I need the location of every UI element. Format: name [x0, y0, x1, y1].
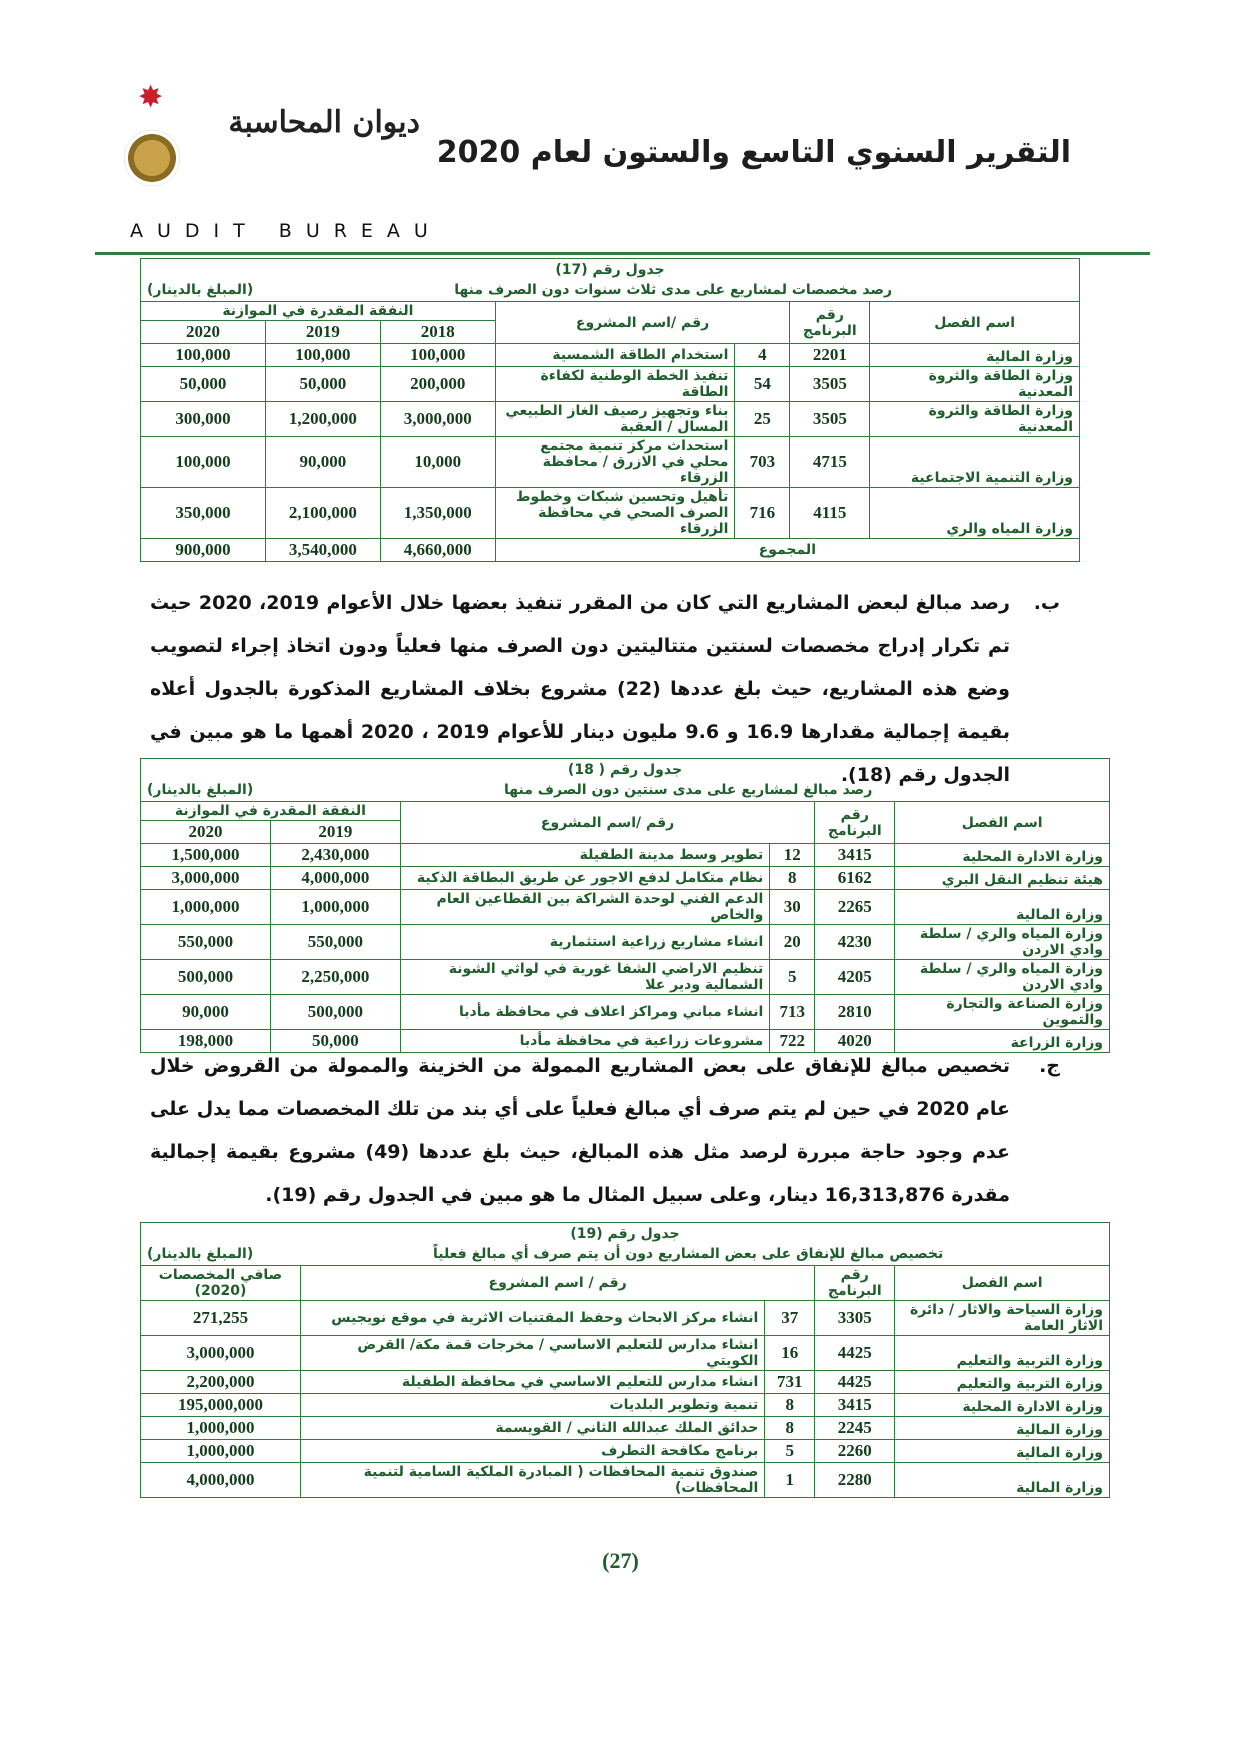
chapter-cell: وزارة التربية والتعليم — [895, 1336, 1110, 1371]
chapter-cell: وزارة المالية — [895, 1417, 1110, 1440]
amount-cell: 4,000,000 — [270, 867, 400, 890]
project-number-cell: 703 — [735, 437, 790, 488]
chapter-cell: وزارة المالية — [895, 1463, 1110, 1498]
program-cell: 3305 — [815, 1301, 895, 1336]
amount-cell: 3,000,000 — [380, 402, 495, 437]
amount-cell: 1,000,000 — [270, 890, 400, 925]
col-chapter: اسم الفصل — [895, 802, 1110, 844]
table-unit: (المبلغ بالدينار) — [147, 282, 254, 298]
table-row — [141, 1301, 1110, 1336]
col-project: رقم /اسم المشروع — [400, 802, 814, 844]
program-cell: 2265 — [815, 890, 895, 925]
table-row — [141, 1394, 1110, 1417]
table-row — [141, 1371, 1110, 1394]
page-header — [0, 0, 1241, 260]
project-name-cell: تطوير وسط مدينة الطفيلة — [400, 844, 769, 867]
project-number-cell: 8 — [765, 1417, 815, 1440]
table-unit: (المبلغ بالدينار) — [147, 782, 254, 798]
amount-cell: 2,100,000 — [265, 488, 380, 539]
chapter-cell: وزارة الزراعة — [895, 1030, 1110, 1053]
program-cell: 4230 — [815, 925, 895, 960]
amount-cell: 100,000 — [380, 344, 495, 367]
project-name-cell: تأهيل وتحسين شبكات وخطوط الصرف الصحي في محافظة الزرقاء — [495, 488, 735, 539]
project-name-cell: انشاء مدارس للتعليم الاساسي في محافظة الطفيلة — [300, 1371, 764, 1394]
chapter-cell: هيئة تنظيم النقل البري — [895, 867, 1110, 890]
amount-cell: 550,000 — [270, 925, 400, 960]
col-chapter: اسم الفصل — [870, 302, 1080, 344]
program-cell: 4425 — [815, 1371, 895, 1394]
table-row — [141, 1336, 1110, 1371]
program-cell: 4115 — [790, 488, 870, 539]
amount-cell: 350,000 — [141, 488, 266, 539]
total-value: 4,660,000 — [380, 539, 495, 562]
table-row — [141, 925, 1110, 960]
project-number-cell: 731 — [765, 1371, 815, 1394]
chapter-cell: وزارة المياه والري / سلطة وادي الاردن — [895, 925, 1110, 960]
amount-cell: 1,500,000 — [141, 844, 271, 867]
project-number-cell: 1 — [765, 1463, 815, 1498]
program-cell: 6162 — [815, 867, 895, 890]
table-row — [141, 437, 1080, 488]
logo-text: AUDIT BUREAU — [130, 220, 442, 242]
chapter-cell: وزارة المالية — [895, 1440, 1110, 1463]
amount-cell: 1,000,000 — [141, 1417, 301, 1440]
amount-cell: 10,000 — [380, 437, 495, 488]
amount-cell: 500,000 — [141, 960, 271, 995]
project-number-cell: 16 — [765, 1336, 815, 1371]
col-year: 2020 — [141, 321, 266, 344]
project-number-cell: 5 — [770, 960, 815, 995]
emblem-icon — [124, 130, 180, 186]
paragraph-label: ب. — [1033, 592, 1060, 614]
project-number-cell: 30 — [770, 890, 815, 925]
program-cell: 2280 — [815, 1463, 895, 1498]
table-unit: (المبلغ بالدينار) — [147, 1246, 254, 1262]
table-row — [141, 402, 1080, 437]
program-cell: 2245 — [815, 1417, 895, 1440]
amount-cell: 100,000 — [265, 344, 380, 367]
report-title: التقرير السنوي التاسع والستون لعام 2020 — [436, 135, 1071, 170]
project-name-cell: صندوق تنمية المحافظات ( المبادرة الملكية السامية لتنمية المحافظات) — [300, 1463, 764, 1498]
project-number-cell: 8 — [770, 867, 815, 890]
chapter-cell: وزارة المالية — [895, 890, 1110, 925]
table-row — [141, 1417, 1110, 1440]
col-program: رقم البرنامج — [815, 1266, 895, 1301]
amount-cell: 100,000 — [141, 344, 266, 367]
total-row — [141, 539, 1080, 562]
table-17 — [140, 258, 1080, 562]
amount-cell: 3,000,000 — [141, 1336, 301, 1371]
table-19 — [140, 1222, 1110, 1498]
amount-cell: 100,000 — [141, 437, 266, 488]
col-amount: صافي المخصصات (2020) — [141, 1266, 301, 1301]
table-caption — [141, 259, 1080, 302]
page-number: (27) — [602, 1548, 639, 1573]
chapter-cell: وزارة السياحة والاثار / دائرة الاثار العامة — [895, 1301, 1110, 1336]
amount-cell: 300,000 — [141, 402, 266, 437]
table-row — [141, 844, 1110, 867]
chapter-cell: وزارة الطاقة والثروة المعدنية — [870, 367, 1080, 402]
table-title: جدول رقم (17) — [555, 262, 665, 278]
amount-cell: 198,000 — [141, 1030, 271, 1053]
amount-cell: 1,000,000 — [141, 1440, 301, 1463]
amount-cell: 50,000 — [270, 1030, 400, 1053]
table-title: جدول رقم ( 18) — [567, 762, 683, 778]
table-caption — [141, 1223, 1110, 1266]
chapter-cell: وزارة الادارة المحلية — [895, 1394, 1110, 1417]
project-number-cell: 716 — [735, 488, 790, 539]
project-name-cell: استحداث مركز تنمية مجتمع محلي في الازرق / محافظة الزرقاء — [495, 437, 735, 488]
table-18 — [140, 758, 1110, 1053]
paragraph-text: رصد مبالغ لبعض المشاريع التي كان من المقرر تنفيذ بعضها خلال الأعوام 2019، 2020 حيث تم تكرار إدراج مخصصات لسنتين متتاليتين دون الصرف منها فعلياً ودون اتخاذ إجراء لتصويب وضع هذه المشاريع، حيث بلغ عددها (22) مشروع بخلاف المشاريع المذكورة بالجدول أعلاه بقيمة إجمالية مقدارها 16.9 و 9.6 مليون دينار للأعوام 2019 ، 2020 أهمها ما هو مبين في الجدول رقم (18). — [150, 592, 1010, 786]
amount-cell: 90,000 — [141, 995, 271, 1030]
project-number-cell: 25 — [735, 402, 790, 437]
col-year: 2018 — [380, 321, 495, 344]
program-cell: 2201 — [790, 344, 870, 367]
amount-cell: 50,000 — [141, 367, 266, 402]
table-row — [141, 995, 1110, 1030]
project-number-cell: 713 — [770, 995, 815, 1030]
paragraph-label: ج. — [1039, 1055, 1060, 1077]
chapter-cell: وزارة التنمية الاجتماعية — [870, 437, 1080, 488]
table-title: جدول رقم (19) — [570, 1226, 680, 1242]
chapter-cell: وزارة المالية — [870, 344, 1080, 367]
table-row — [141, 1463, 1110, 1498]
project-number-cell: 37 — [765, 1301, 815, 1336]
project-number-cell: 5 — [765, 1440, 815, 1463]
table-row — [141, 960, 1110, 995]
amount-cell: 2,430,000 — [270, 844, 400, 867]
table-row — [141, 344, 1080, 367]
project-name-cell: مشروعات زراعية في محافظة مأدبا — [400, 1030, 769, 1053]
logo-script: ديوان المحاسبة — [228, 105, 420, 140]
col-program: رقم البرنامج — [815, 802, 895, 844]
chapter-cell: وزارة التربية والتعليم — [895, 1371, 1110, 1394]
amount-cell: 50,000 — [265, 367, 380, 402]
chapter-cell: وزارة المياه والري — [870, 488, 1080, 539]
amount-cell: 1,000,000 — [141, 890, 271, 925]
project-name-cell: انشاء مباني ومراكز اعلاف في محافظة مأدبا — [400, 995, 769, 1030]
program-cell: 2260 — [815, 1440, 895, 1463]
project-name-cell: انشاء مدارس للتعليم الاساسي / مخرجات قمة مكة/ القرض الكويتي — [300, 1336, 764, 1371]
col-budget: النفقة المقدرة في الموازنة — [141, 802, 401, 821]
amount-cell: 550,000 — [141, 925, 271, 960]
col-year: 2019 — [270, 821, 400, 844]
col-budget: النفقة المقدرة في الموازنة — [141, 302, 496, 321]
project-name-cell: برنامج مكافحة التطرف — [300, 1440, 764, 1463]
program-cell: 4715 — [790, 437, 870, 488]
amount-cell: 1,350,000 — [380, 488, 495, 539]
total-value: 900,000 — [141, 539, 266, 562]
amount-cell: 2,200,000 — [141, 1371, 301, 1394]
project-number-cell: 20 — [770, 925, 815, 960]
project-name-cell: حدائق الملك عبدالله الثاني / القويسمة — [300, 1417, 764, 1440]
col-project: رقم /اسم المشروع — [495, 302, 790, 344]
project-name-cell: انشاء مركز الابحاث وحفظ المقتنيات الاثرية في موقع نويجيس — [300, 1301, 764, 1336]
program-cell: 3415 — [815, 1394, 895, 1417]
amount-cell: 2,250,000 — [270, 960, 400, 995]
paragraph-c — [150, 1045, 1060, 1217]
chapter-cell: وزارة الطاقة والثروة المعدنية — [870, 402, 1080, 437]
project-number-cell: 54 — [735, 367, 790, 402]
program-cell: 2810 — [815, 995, 895, 1030]
project-name-cell: بناء وتجهيز رصيف الغاز الطبيعي المسال / العقبة — [495, 402, 735, 437]
project-name-cell: انشاء مشاريع زراعية استثمارية — [400, 925, 769, 960]
project-number-cell: 722 — [770, 1030, 815, 1053]
program-cell: 4425 — [815, 1336, 895, 1371]
amount-cell: 195,000,000 — [141, 1394, 301, 1417]
program-cell: 3415 — [815, 844, 895, 867]
star-icon: ✸ — [138, 80, 164, 115]
col-project: رقم / اسم المشروع — [300, 1266, 814, 1301]
project-number-cell: 4 — [735, 344, 790, 367]
program-cell: 3505 — [790, 367, 870, 402]
project-name-cell: تنفيذ الخطة الوطنية لكفاءة الطاقة — [495, 367, 735, 402]
program-cell: 3505 — [790, 402, 870, 437]
table-row — [141, 1440, 1110, 1463]
amount-cell: 1,200,000 — [265, 402, 380, 437]
project-name-cell: تنظيم الاراضي الشفا غورية في لواثي الشونة الشمالية ودير علا — [400, 960, 769, 995]
amount-cell: 271,255 — [141, 1301, 301, 1336]
table-subtitle: رصد مخصصات لمشاريع على مدى ثلاث سنوات دون الصرف منها — [454, 282, 893, 298]
project-name-cell: استخدام الطاقة الشمسية — [495, 344, 735, 367]
project-name-cell: تنمية وتطوير البلديات — [300, 1394, 764, 1417]
chapter-cell: وزارة المياه والري / سلطة وادي الاردن — [895, 960, 1110, 995]
chapter-cell: وزارة الادارة المحلية — [895, 844, 1110, 867]
table-caption — [141, 759, 1110, 802]
col-year: 2019 — [265, 321, 380, 344]
table-subtitle: تخصيص مبالغ للإنفاق على بعض المشاريع دون أن يتم صرف أي مبالغ فعلياً — [432, 1246, 944, 1262]
paragraph-text: تخصيص مبالغ للإنفاق على بعض المشاريع الممولة من الخزينة والممولة من القروض خلال عام 2020 في حين لم يتم صرف أي مبالغ فعلياً على أي بند من تلك المخصصات مما يدل على عدم وجود حاجة مبررة لرصد مثل هذه المبالغ، حيث بلغ عددها (49) مشروع بقيمة إجمالية مقدرة 16,313,876 دينار، وعلى سبيل المثال ما هو مبين في الجدول رقم (19). — [150, 1055, 1011, 1206]
program-cell: 4205 — [815, 960, 895, 995]
project-number-cell: 12 — [770, 844, 815, 867]
table-row — [141, 890, 1110, 925]
audit-bureau-logo — [120, 60, 442, 250]
amount-cell: 4,000,000 — [141, 1463, 301, 1498]
table-row — [141, 867, 1110, 890]
total-value: 3,540,000 — [265, 539, 380, 562]
amount-cell: 200,000 — [380, 367, 495, 402]
program-cell: 4020 — [815, 1030, 895, 1053]
project-name-cell: الدعم الفني لوحدة الشراكة بين القطاعين العام والخاص — [400, 890, 769, 925]
project-name-cell: نظام متكامل لدفع الاجور عن طريق البطاقة الذكية — [400, 867, 769, 890]
amount-cell: 500,000 — [270, 995, 400, 1030]
chapter-cell: وزارة الصناعة والتجارة والتموين — [895, 995, 1110, 1030]
col-program: رقم البرنامج — [790, 302, 870, 344]
amount-cell: 90,000 — [265, 437, 380, 488]
total-label: المجموع — [495, 539, 1079, 562]
col-year: 2020 — [141, 821, 271, 844]
table-subtitle: رصد مبالغ لمشاريع على مدى سنتين دون الصرف منها — [504, 782, 873, 798]
amount-cell: 3,000,000 — [141, 867, 271, 890]
table-row — [141, 367, 1080, 402]
project-number-cell: 8 — [765, 1394, 815, 1417]
col-chapter: اسم الفصل — [895, 1266, 1110, 1301]
header-divider — [95, 252, 1150, 255]
table-row — [141, 488, 1080, 539]
